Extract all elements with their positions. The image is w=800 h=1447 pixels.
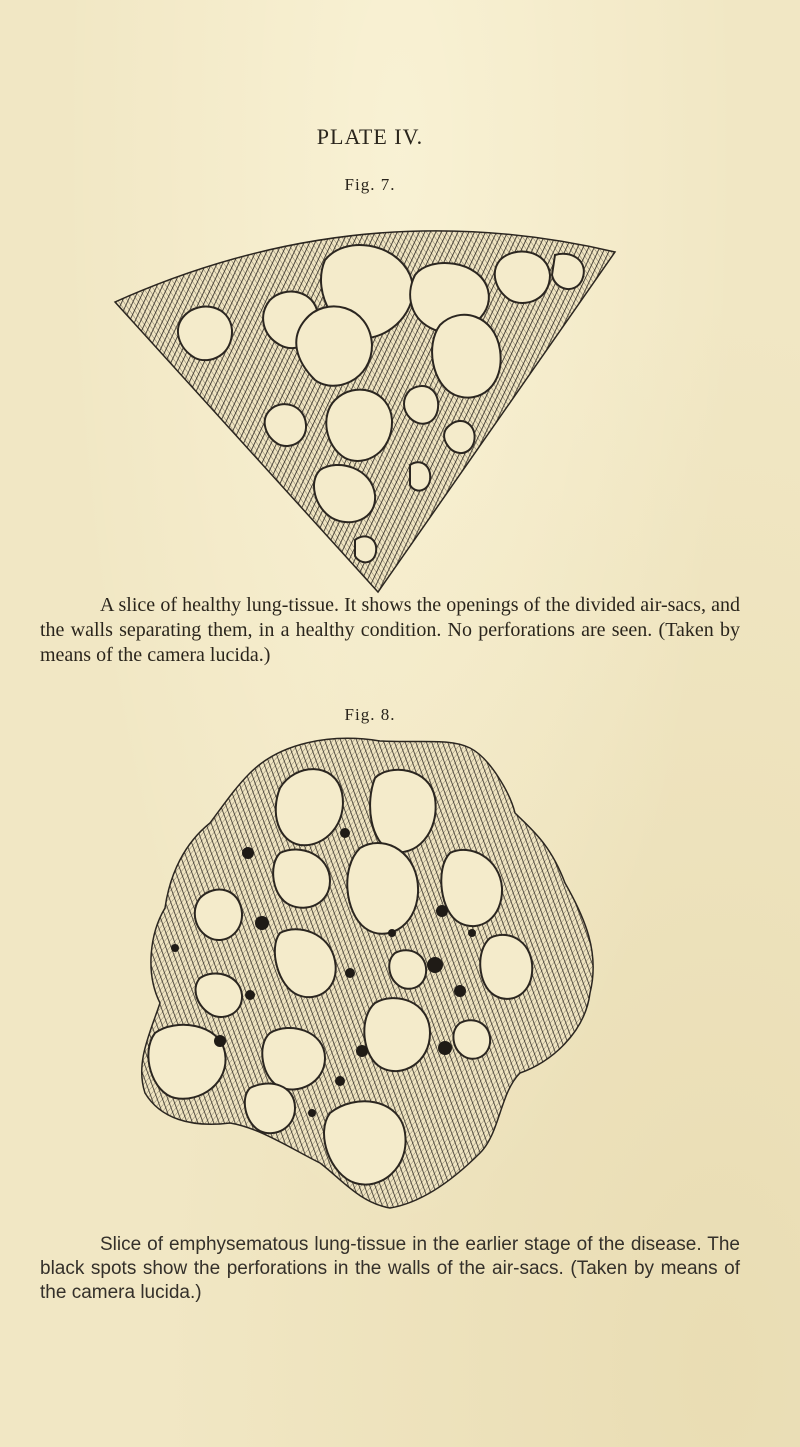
figure-7-label: Fig. 7.	[344, 175, 396, 194]
plate-title: PLATE IV.	[316, 124, 424, 149]
figure-8-caption: Slice of emphysematous lung-tissue in the earlier stage of the disease. The black spots show the perforations in the walls of the air-sacs. (Taken by means of the camera lucida.)	[40, 1234, 740, 1303]
figure-7-illustration	[110, 220, 620, 600]
figure-7-caption: A slice of healthy lung-tissue. It shows the openings of the divided air-sacs, and the walls separating them, in a healthy condition. No perforations are seen. (Taken by means of the camera lucida.)	[40, 594, 740, 666]
figure-8-illustration	[130, 733, 630, 1223]
figure-8-label: Fig. 8.	[344, 705, 396, 724]
